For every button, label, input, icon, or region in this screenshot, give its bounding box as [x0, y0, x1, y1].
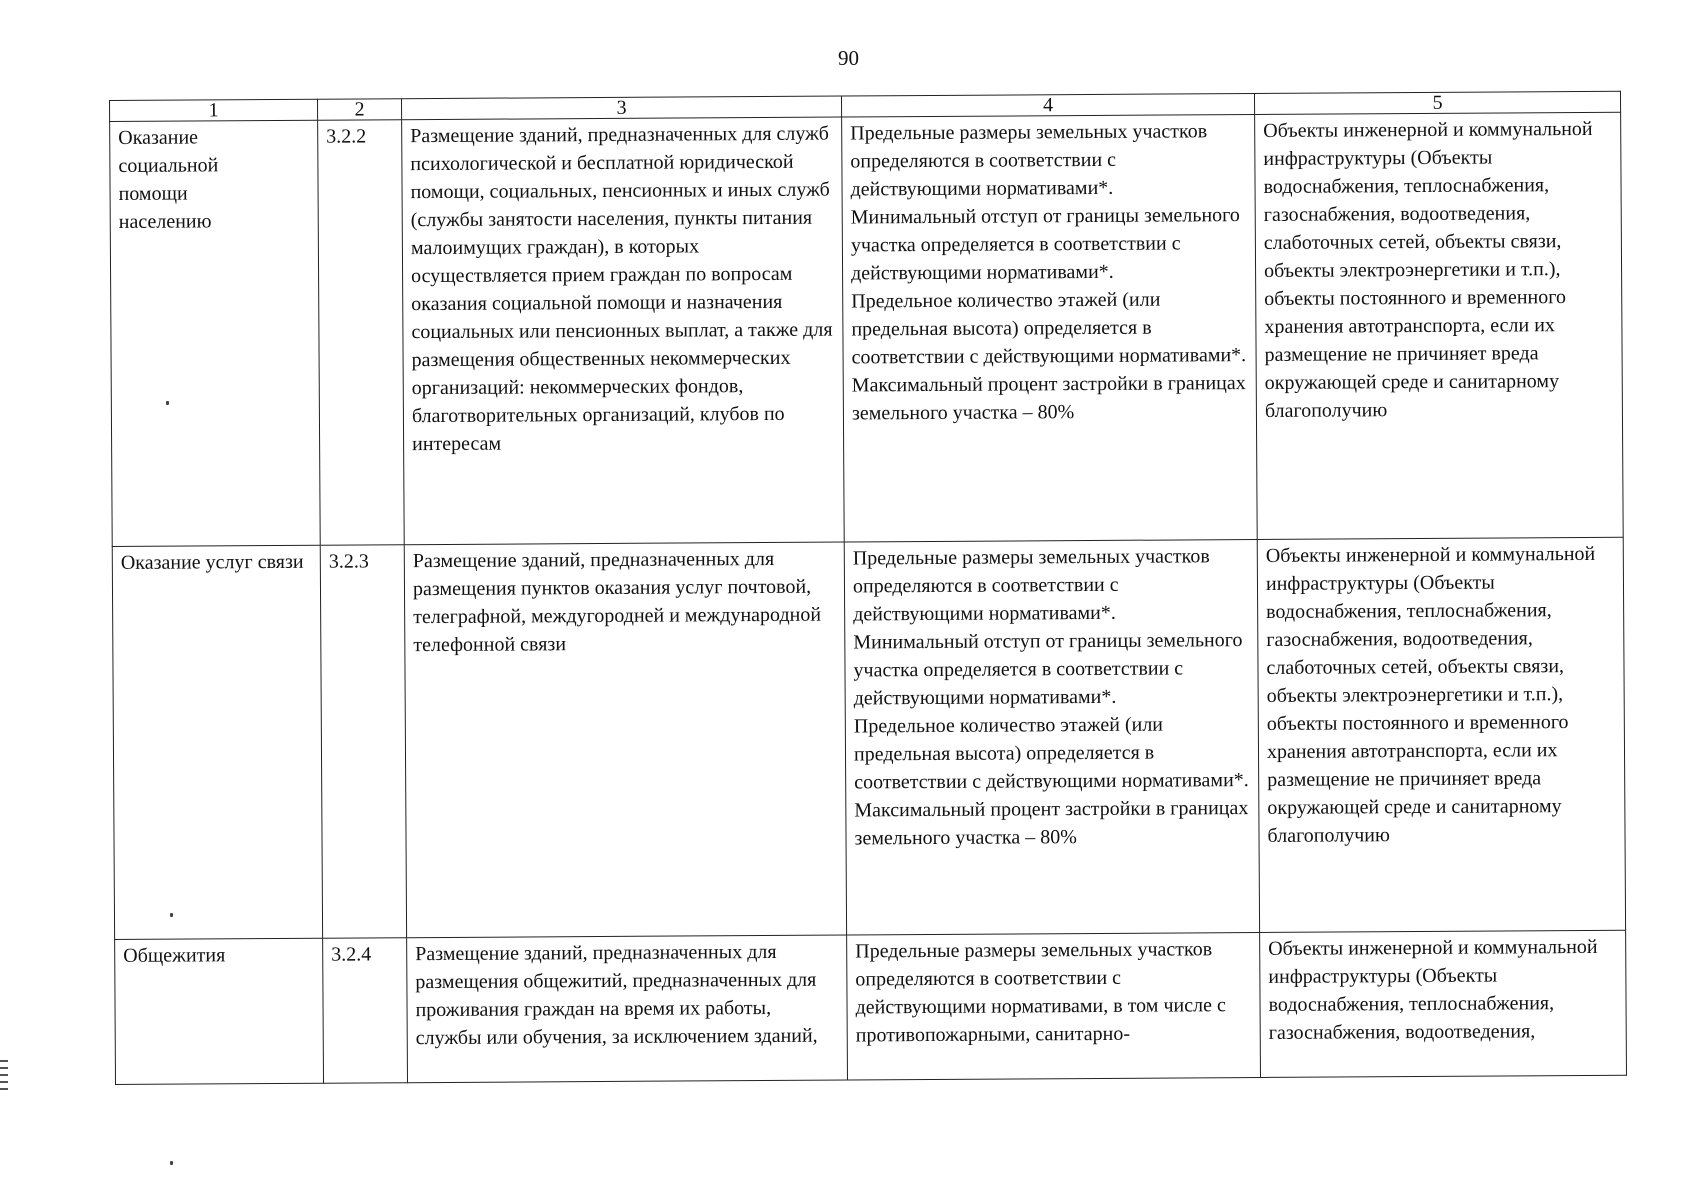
column-header-5: 5 [1254, 91, 1620, 114]
use-type-auxiliary: Объекты инженерной и коммунальной инфраструктуры (Объекты водоснабжения, теплоснабжения, газоснабжения, водоотведения, [1260, 930, 1627, 1077]
scan-speck [166, 401, 169, 405]
land-use-table [109, 91, 1627, 1085]
column-header-3: 3 [401, 96, 841, 120]
table-row [115, 930, 1627, 1084]
use-type-auxiliary: Объекты инженерной и коммунальной инфраструктуры (Объекты водоснабжения, теплоснабжения, газоснабжения, водоотведения, слаботочных сетей, объекты связи, объекты электроэнергетики и т.п.), объекты постоянного и временного хранения автотранспорта, если их размещение не причиняет вреда окружающей среде и санитарному благополучию [1255, 112, 1624, 539]
use-type-name: Общежития [115, 938, 324, 1084]
table-row [110, 112, 1624, 546]
scan-speck [170, 1161, 173, 1165]
use-type-code: 3.2.4 [323, 938, 408, 1084]
scan-speck [170, 913, 173, 917]
use-type-auxiliary: Объекты инженерной и коммунальной инфраструктуры (Объекты водоснабжения, теплоснабжения, газоснабжения, водоотведения, слаботочных сетей, объекты связи, объекты электроэнергетики и т.п.), объекты постоянного и временного хранения автотранспорта, если их размещение не причиняет вреда окружающей среде и санитарному благополучию [1257, 537, 1625, 932]
use-type-parameters: Предельные размеры земельных участков определяются в соответствии с действующими нормативами*. Минимальный отступ от границы земельного участка определяется в соответствии с действующими нормативами*. Предельное количество этажей (или предельная высота) определяется в соответствии с действующими нормативами*. Максимальный процент застройки в границах земельного участка – 80% [842, 115, 1258, 543]
use-type-parameters: Предельные размеры земельных участков определяются в соответствии с действующими нормативами*. Минимальный отступ от границы земельного участка определяется в соответствии с действующими нормативами*. Предельное количество этажей (или предельная высота) определяется в соответствии с действующими нормативами*. Максимальный процент застройки в границах земельного участка – 80% [844, 539, 1259, 935]
column-header-4: 4 [841, 94, 1254, 118]
use-type-name: Оказание социальной помощи населению [110, 120, 321, 546]
page-number: 90 [838, 46, 859, 70]
use-type-parameters: Предельные размеры земельных участков определяются в соответствии с действующими нормативами, в том числе с противопожарными, санитарно- [847, 932, 1261, 1080]
use-type-description: Размещение зданий, предназначенных для размещения общежитий, предназначенных для проживания граждан на время их работы, службы или обучения, за исключением зданий, [407, 935, 848, 1083]
column-header-1: 1 [110, 99, 318, 121]
use-type-description: Размещение зданий, предназначенных для размещения пунктов оказания услуг почтовой, телеграфной, междугородней и международной телефонной связи [404, 542, 846, 938]
use-type-code: 3.2.3 [320, 545, 406, 939]
use-type-description: Размещение зданий, предназначенных для служб психологической и бесплатной юридической помощи, социальных, пенсионных и иных служб (службы занятости населения, пункты питания малоимущих граждан), в которых осуществляется прием граждан по вопросам оказания социальной помощи и назначения социальных или пенсионных выплат, а также для размещения общественных некоммерческих организаций: некоммерческих фондов, благотворительных организаций, клубов по интересам [402, 117, 845, 545]
use-type-name: Оказание услуг связи [112, 545, 322, 939]
column-header-2: 2 [317, 99, 401, 121]
table-row [112, 537, 1625, 939]
use-type-code: 3.2.2 [318, 120, 405, 546]
scan-edge-mark [0, 1060, 8, 1094]
